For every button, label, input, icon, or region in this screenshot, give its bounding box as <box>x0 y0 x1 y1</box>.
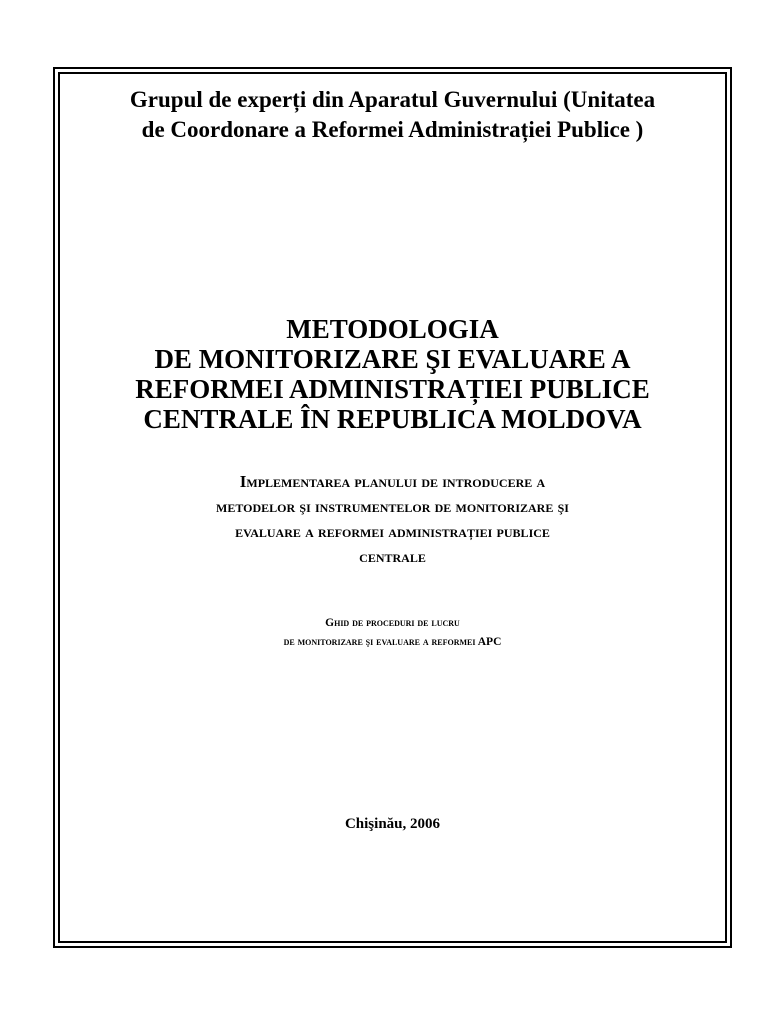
document-title <box>58 314 727 434</box>
subtitle-line-1: Implementarea planului de introducere a <box>239 472 546 491</box>
header-line-2: de Coordonare a Reformei Administrației Publice ) <box>141 117 644 142</box>
organization-header <box>58 85 727 145</box>
title-line-1: METODOLOGIA <box>286 314 499 344</box>
title-line-3: REFORMEI ADMINISTRAȚIEI PUBLICE <box>135 374 650 404</box>
document-subtitle <box>58 469 727 569</box>
guide-line-2: de monitorizare şi evaluare a reformei APC <box>283 636 502 648</box>
guide-title <box>58 614 727 652</box>
subtitle-line-4: centrale <box>359 547 426 566</box>
header-line-1: Grupul de experți din Aparatul Guvernului (Unitatea <box>129 87 656 112</box>
title-line-4: CENTRALE ÎN REPUBLICA MOLDOVA <box>143 404 642 434</box>
guide-line-1: Ghid de proceduri de lucru <box>325 617 460 629</box>
title-line-2: DE MONITORIZARE ŞI EVALUARE A <box>154 344 631 374</box>
place-and-date: Chişinău, 2006 <box>344 816 441 832</box>
subtitle-line-2: metodelor şi instrumentelor de monitorizare şi <box>216 497 569 516</box>
subtitle-line-3: evaluare a reformei administrației publice <box>235 522 550 541</box>
